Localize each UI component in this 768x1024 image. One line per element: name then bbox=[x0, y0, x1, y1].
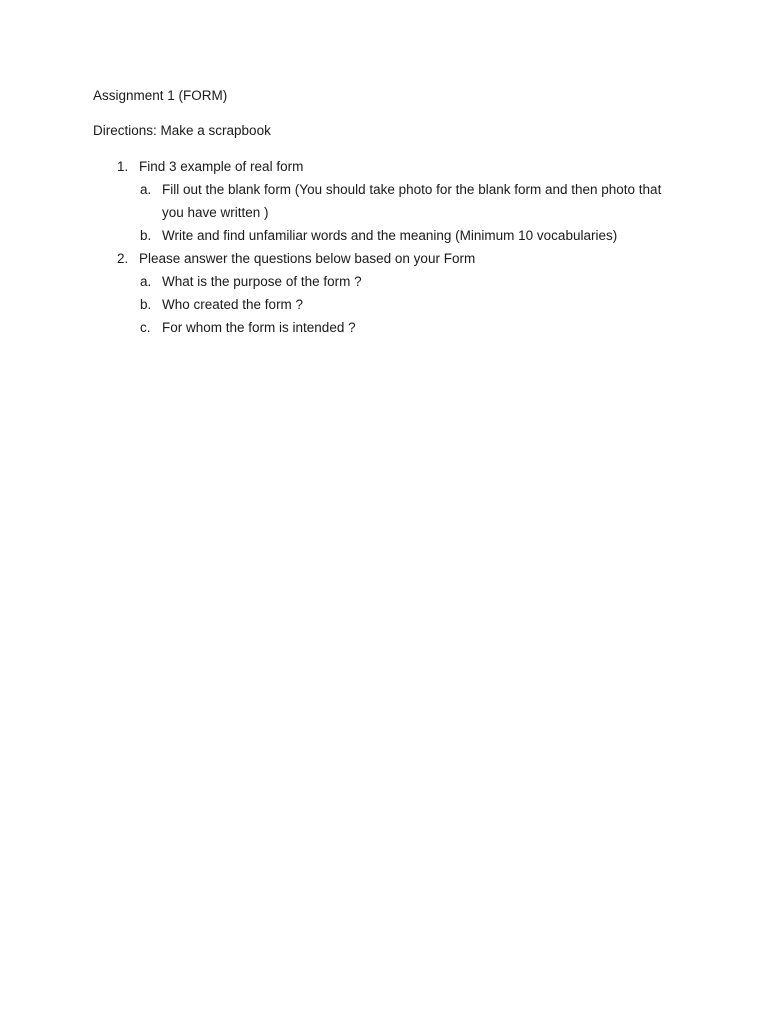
sub-item-letter: b. bbox=[140, 297, 152, 312]
sub-item-text: What is the purpose of the form ? bbox=[162, 274, 362, 289]
sub-list-item bbox=[93, 178, 693, 224]
instruction-list bbox=[93, 155, 693, 339]
sub-item-text: Write and find unfamiliar words and the meaning (Minimum 10 vocabularies) bbox=[162, 228, 618, 243]
sub-item-letter: a. bbox=[140, 182, 152, 197]
assignment-title: Assignment 1 (FORM) bbox=[93, 88, 228, 103]
sub-list-item bbox=[93, 293, 693, 316]
list-item bbox=[93, 155, 693, 178]
list-item-number: 1. bbox=[117, 159, 129, 174]
directions-text: Directions: Make a scrapbook bbox=[93, 123, 271, 138]
sub-list-item bbox=[93, 316, 693, 339]
list-item-text: Find 3 example of real form bbox=[139, 159, 304, 174]
list-item-text: Please answer the questions below based on your Form bbox=[139, 251, 476, 266]
list-item bbox=[93, 247, 693, 270]
sub-item-text: For whom the form is intended ? bbox=[162, 320, 356, 335]
sub-list-item bbox=[93, 270, 693, 293]
sub-item-letter: b. bbox=[140, 228, 152, 243]
sub-item-text: Who created the form ? bbox=[162, 297, 304, 312]
list-item-number: 2. bbox=[117, 251, 129, 266]
sub-item-letter: c. bbox=[140, 320, 151, 335]
sub-item-text: Fill out the blank form (You should take photo for the blank form and then photo that you have written ) bbox=[162, 182, 662, 220]
sub-list-item bbox=[93, 224, 693, 247]
sub-item-letter: a. bbox=[140, 274, 152, 289]
